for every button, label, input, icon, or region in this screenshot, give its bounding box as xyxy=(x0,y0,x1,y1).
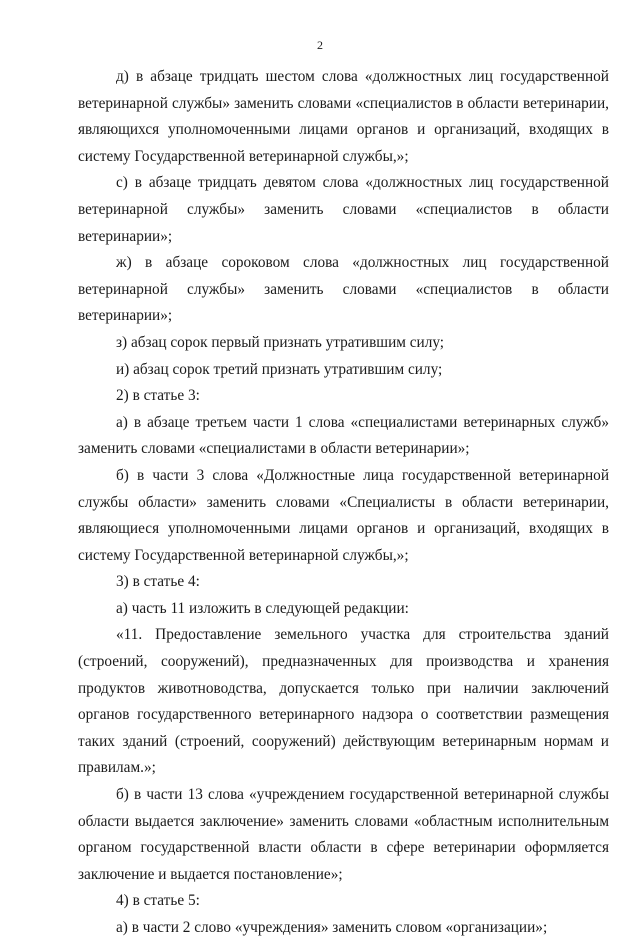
paragraph-article-4-b: б) в части 13 слова «учреждением государственной ветеринарной службы области выдается заключение» заменить словами «областным исполнительным органом государственной власти области в сфере ветеринарии оформляется заключение и выдается постановление»; xyxy=(78,786,609,883)
paragraph-s-39: с) в абзаце тридцать девятом слова «должностных лиц государственной ветеринарной службы» заменить словами «специалистов в области ветеринарии»; xyxy=(78,174,609,245)
paragraph-part-11-text: «11. Предоставление земельного участка для строительства зданий (строений, сооружений), предназначенных для производства и хранения продуктов животноводства, допускается только при наличии заключений органов государственного ветеринарного надзора о соответствии размещения таких зданий (строений, сооружений) действующим ветеринарным нормам и правилам.»; xyxy=(78,626,609,777)
paragraph-article-5-a: а) в части 2 слово «учреждения» заменить словом «организации»; xyxy=(116,919,548,936)
paragraph-article-4-a: а) часть 11 изложить в следующей редакции: xyxy=(116,599,409,617)
paragraph-article-5: 4) в статье 5: xyxy=(116,892,200,910)
paragraph-article-3-a: а) в абзаце третьем части 1 слова «специалистами ветеринарных служб» заменить словами «специалистами в области ветеринарии»; xyxy=(78,413,609,458)
page-number: 2 xyxy=(317,38,323,52)
paragraph-article-3-b: б) в части 3 слова «Должностные лица государственной ветеринарной службы области» заменить словами «Специалисты в области ветеринарии, являющиеся уполномоченными лицами органов и организаций, входящих в систему Государственной ветеринарной службы,»; xyxy=(78,466,609,564)
paragraph-z-41: з) абзац сорок первый признать утратившим силу; xyxy=(116,333,445,351)
document-body xyxy=(78,64,609,942)
paragraph-i-43: и) абзац сорок третий признать утратившим силу; xyxy=(116,360,443,378)
paragraph-article-4: 3) в статье 4: xyxy=(116,573,200,591)
paragraph-article-3: 2) в статье 3: xyxy=(116,387,200,405)
paragraph-d-36: д) в абзаце тридцать шестом слова «должностных лиц государственной ветеринарной службы» заменить словами «специалистов в области ветеринарии, являющихся уполномоченными лицами органов и организаций, входящих в систему Государственной ветеринарной службы,»; xyxy=(78,68,609,165)
paragraph-zh-40: ж) в абзаце сороковом слова «должностных лиц государственной ветеринарной службы» заменить словами «специалистов в области ветеринарии»; xyxy=(78,254,609,325)
